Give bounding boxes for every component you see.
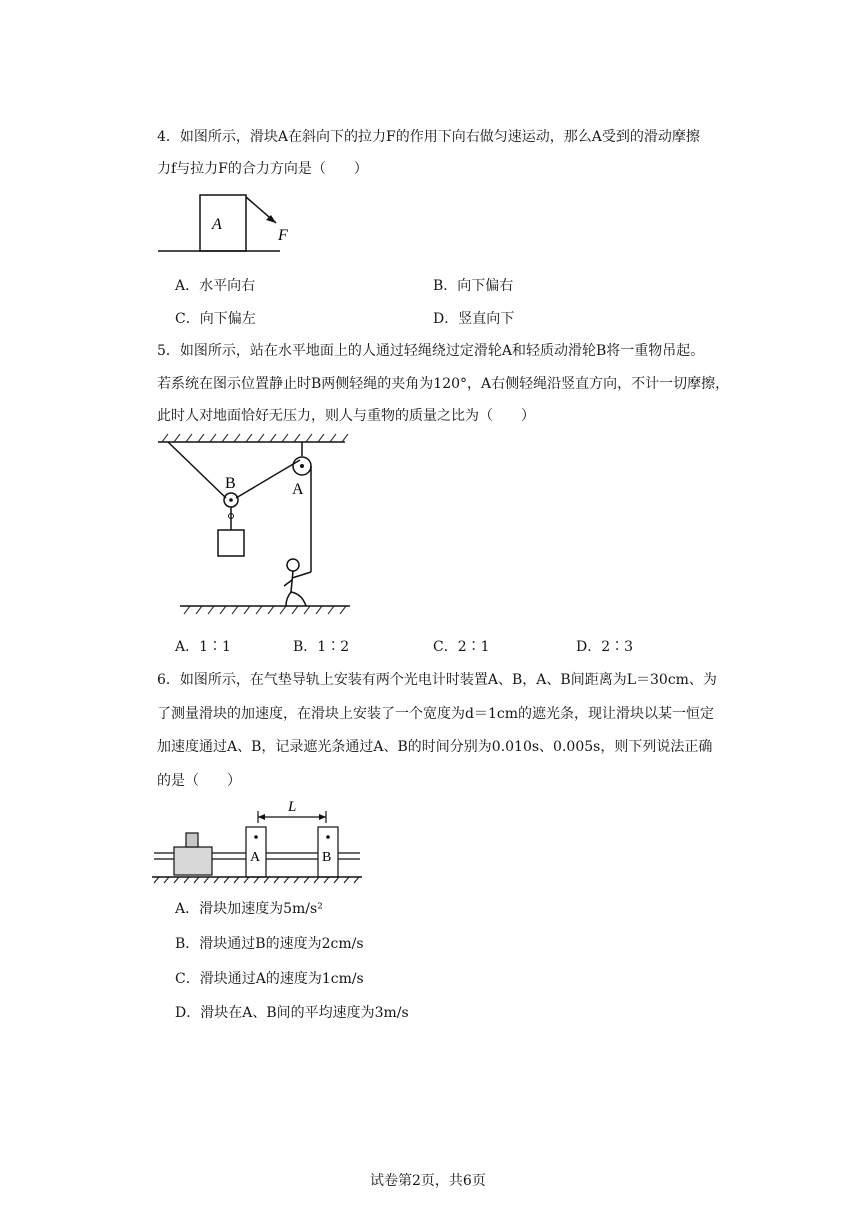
rope-left	[168, 442, 226, 498]
q5-option-c: C．2∶1	[433, 639, 490, 655]
gate-a-label: A	[250, 850, 261, 865]
gate-b-label: B	[322, 850, 332, 865]
base-hatch	[154, 877, 359, 883]
slider-block	[174, 847, 212, 875]
q6-option-b: B．滑块通过B的速度为2cm/s	[175, 936, 364, 952]
q6-stem-line2: 了测量滑块的加速度，在滑块上安装了一个宽度为d＝1cm的遮光条，现让滑块以某一恒定	[157, 706, 714, 722]
person	[284, 559, 311, 606]
q6-option-a: A．滑块加速度为5m/s²	[175, 901, 323, 917]
q4-option-b: B．向下偏右	[433, 278, 514, 294]
q4-option-a: A．水平向右	[175, 278, 256, 294]
q5-stem-line2: 若系统在图示位置静止时B两侧轻绳的夹角为120°，A右侧轻绳沿竖直方向，不计一切摩擦，	[157, 376, 730, 392]
page-footer: 试卷第2页，共6页	[370, 1173, 486, 1189]
q5-option-d: D．2∶3	[576, 639, 634, 655]
q4-option-c: C．向下偏左	[175, 311, 256, 327]
q6-stem-line3: 加速度通过A、B，记录遮光条通过A、B的时间分别为0.010s、0.005s，则下列说法正确	[157, 739, 713, 755]
q4-stem-line2: 力f与拉力F的合力方向是（ ）	[157, 161, 368, 177]
q4-figure	[150, 185, 310, 265]
q5-stem-line3: 此时人对地面恰好无压力，则人与重物的质量之比为（ ）	[157, 408, 535, 424]
pulley-b-label: B	[225, 475, 236, 492]
q6-stem-line1: 6．如图所示，在气垫导轨上安装有两个光电计时装置A、B，A、B间距离为L＝30cm、为	[157, 672, 717, 688]
q6-option-d: D．滑块在A、B间的平均速度为3m/s	[175, 1005, 409, 1021]
q4-stem-line1: 4．如图所示，滑块A在斜向下的拉力F的作用下向右做匀速运动，那么A受到的滑动摩擦	[157, 129, 700, 145]
distance-label: L	[288, 799, 297, 815]
block-a-label: A	[212, 216, 222, 233]
q5-option-a: A．1∶1	[175, 639, 231, 655]
ground-hatch	[184, 606, 346, 614]
pulley-a-label: A	[292, 481, 304, 498]
q4-option-d: D．竖直向下	[433, 311, 515, 327]
force-label: F	[278, 227, 288, 244]
q6-stem-line4: 的是（ ）	[157, 773, 241, 789]
q6-figure	[150, 795, 365, 890]
q6-option-c: C．滑块通过A的速度为1cm/s	[175, 971, 364, 987]
rope-middle	[236, 460, 300, 498]
light-shield	[186, 833, 198, 847]
weight-block	[218, 530, 244, 556]
block-a	[200, 195, 246, 251]
q5-figure	[150, 432, 360, 622]
q5-stem-line1: 5．如图所示，站在水平地面上的人通过轻绳绕过定滑轮A和轻质动滑轮B将一重物吊起。	[157, 343, 705, 359]
ceiling-hatch	[162, 434, 348, 442]
q5-option-b: B．1∶2	[293, 639, 350, 655]
